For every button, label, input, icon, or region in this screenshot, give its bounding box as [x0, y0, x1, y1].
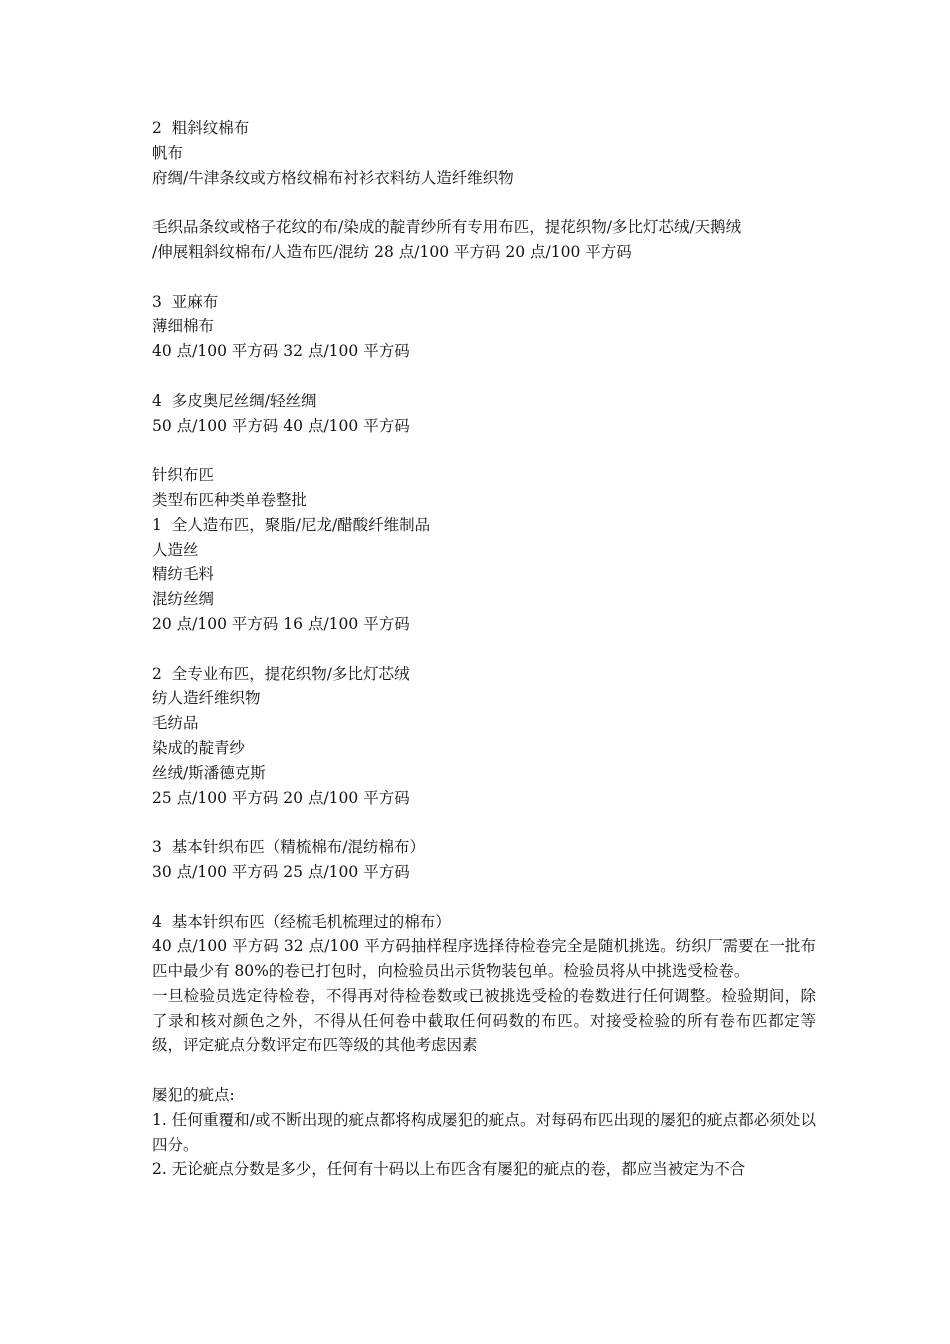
text-line: 人造丝: [152, 540, 199, 559]
text-line: 精纺毛料: [152, 565, 215, 584]
blank-line: [152, 364, 816, 389]
text-line: 4 多皮奥尼丝绸/轻丝绸: [152, 391, 317, 410]
text-line: 染成的靛青纱: [152, 738, 246, 757]
grading-paragraph: 一旦检验员选定待检卷，不得再对待检卷数或已被挑选受检的卷数进行任何调整。检验期间，除了录和核对颜色之外，不得从任何卷中截取任何码数的布匹。对接受检验的所有卷布匹都定等级，评定疵点分数评定布匹等级的其他考虑因素: [152, 986, 816, 1055]
blank-line: [152, 810, 816, 835]
rule-item: 2. 无论疵点分数是多少，任何有十码以上布匹含有屡犯的疵点的卷，都应当被定为不合: [152, 1160, 746, 1179]
text-line: 20 点/100 平方码 16 点/100 平方码: [152, 614, 410, 633]
blank-line: [152, 190, 816, 215]
blank-line: [152, 885, 816, 910]
text-line: 毛织品条纹或格子花纹的布/染成的靛青纱所有专用布匹，提花织物/多比灯芯绒/天鹅绒: [152, 218, 742, 237]
section-heading: 针织布匹: [152, 466, 215, 485]
text-line: 25 点/100 平方码 20 点/100 平方码: [152, 788, 410, 807]
text-line: 纺人造纤维织物: [152, 689, 261, 708]
text-line: 帆布: [152, 143, 184, 162]
text-line: 混纺丝绸: [152, 590, 215, 609]
text-line: 府绸/牛津条纹或方格纹棉布衬衫衣料纺人造纤维织物: [152, 168, 514, 187]
text-line: 丝绒/斯潘德克斯: [152, 763, 266, 782]
sampling-paragraph: 40 点/100 平方码 32 点/100 平方码抽样程序选择待检卷完全是随机挑选。纺织厂需要在一批布匹中最少有 80%的卷已打包时，向检验员出示货物装包单。检验员将从中挑选受检卷。: [152, 937, 816, 981]
text-line: 50 点/100 平方码 40 点/100 平方码: [152, 416, 410, 435]
document-page: [152, 116, 816, 1182]
repeat-defects-heading: 屡犯的疵点:: [152, 1086, 235, 1105]
text-line: 40 点/100 平方码 32 点/100 平方码: [152, 342, 410, 361]
blank-line: [152, 1058, 816, 1083]
text-line: 3 亚麻布: [152, 292, 219, 311]
text-line: 类型布匹种类单卷整批: [152, 490, 308, 509]
text-line: 4 基本针织布匹（经梳毛机梳理过的棉布）: [152, 912, 451, 931]
text-line: 薄细棉布: [152, 317, 215, 336]
blank-line: [152, 438, 816, 463]
rule-item: 1. 任何重覆和/或不断出现的疵点都将构成屡犯的疵点。对每码布匹出现的屡犯的疵点都必须处以四分。: [152, 1110, 816, 1154]
text-line: 3 基本针织布匹（精梳棉布/混纺棉布）: [152, 838, 425, 857]
text-line: 1 全人造布匹，聚脂/尼龙/醋酸纤维制品: [152, 515, 431, 534]
text-line: 2 粗斜纹棉布: [152, 119, 250, 137]
blank-line: [152, 265, 816, 290]
text-line: 毛纺品: [152, 714, 199, 733]
text-line: /伸展粗斜纹棉布/人造布匹/混纺 28 点/100 平方码 20 点/100 平方码: [152, 242, 632, 261]
text-line: 2 全专业布匹，提花织物/多比灯芯绒: [152, 664, 410, 683]
blank-line: [152, 637, 816, 662]
text-line: 30 点/100 平方码 25 点/100 平方码: [152, 862, 410, 881]
